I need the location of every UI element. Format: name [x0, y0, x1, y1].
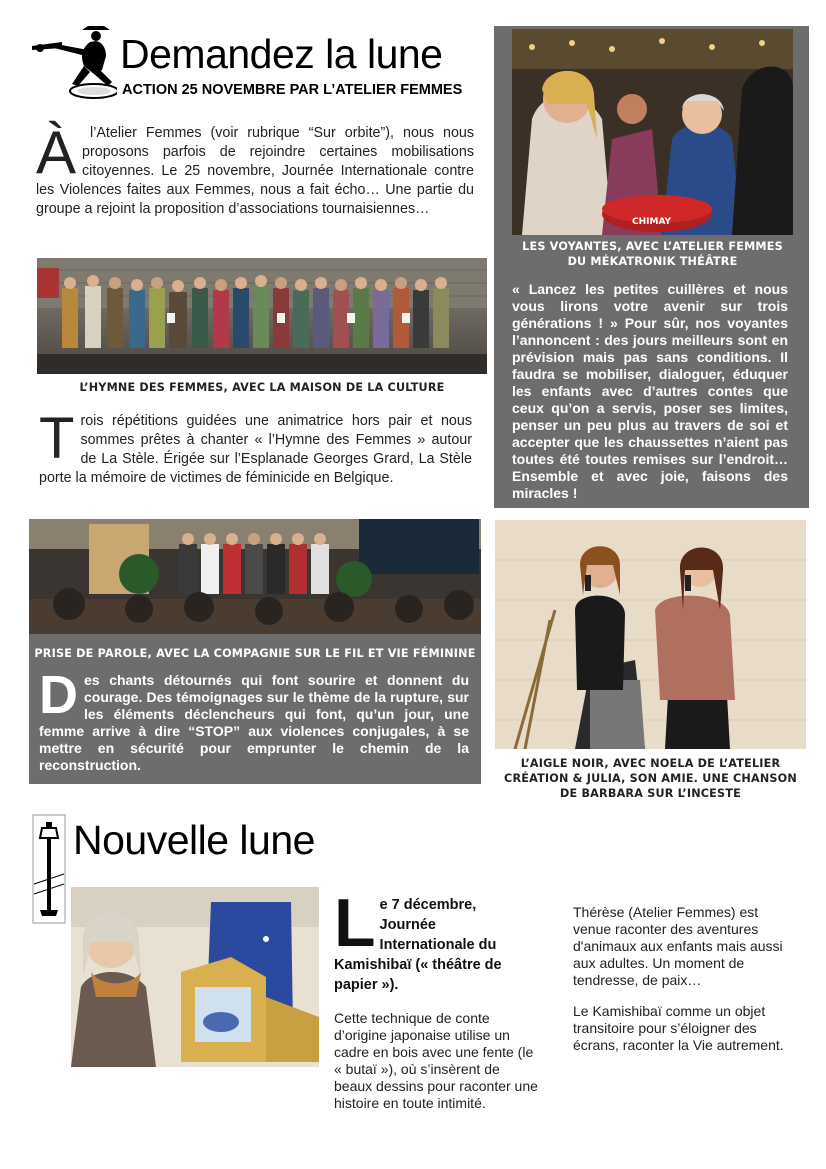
kamishibai-col1: Cette technique de conte d’origine japonaise utilise un cadre en bois avec une fente (le « butaï »), où s’insèrent de beaux dessins pour raconter une histoire en toute intimité.: [334, 1010, 538, 1111]
drop-cap: T: [39, 406, 75, 471]
voyantes-text: « Lancez les petites cuillères et nous vous lirons votre avenir sur trois générations ! » Pour sûr, nos voyantes l’annoncent : des jours meilleurs sont en prévision mais pas sans conditions. Il faudra se mobiliser, dialoguer, éduquer les enfants avec d’autres contes que ceux qu’on a servis, poser ses limites, penser un peu plus au travers de soi et accepter que les chaussettes n’aient pas toutes été toutes remises sur l’endroit… Ensemble et avec joie, faisons des miracles !: [512, 281, 788, 501]
voyantes-caption: LES VOYANTES, AVEC L’ATELIER FEMMES DU MÉKATRONIK THÉÂTRE: [522, 240, 783, 268]
drop-cap: L: [334, 885, 376, 961]
prise-de-parole-box: [29, 634, 481, 784]
prise-de-parole-caption: PRISE DE PAROLE, AVEC LA COMPAGNIE SUR LE FIL ET VIE FÉMININE: [34, 647, 476, 660]
intro-paragraph: [36, 119, 474, 219]
photo-kamishibai: [71, 887, 319, 1067]
kamishibai-col2-p1: Thérèse (Atelier Femmes) est venue raconter des aventures d'animaux aux enfants mais aussi aux adultes. Un moment de tendresse, de paix…: [573, 904, 783, 988]
photo-caption: L’HYMNE DES FEMMES, AVEC LA MAISON DE LA CULTURE: [79, 381, 445, 394]
kamishibai-col2-p2: Le Kamishibaï comme un objet transitoire pour s’éloigner des écrans, raconter la Vie autrement.: [573, 1003, 784, 1053]
paragraph-repetitions: [39, 406, 472, 488]
kamishibai-lead: [334, 885, 534, 995]
section-subtitle: ACTION 25 NOVEMBRE PAR L’ATELIER FEMMES: [122, 82, 463, 98]
moon-rider-icon: [32, 26, 117, 102]
drop-cap: D: [39, 665, 78, 725]
drop-cap: À: [36, 119, 77, 186]
paragraph-text: es chants détournés qui font sourire et donnent du courage. Des témoignages sur le thème de la rupture, sur les éléments déclencheurs qui font, qu’un jour, une femme arrive à dire “STOP” aux violences conjugales, à se mettre en sécurité pour emprunter le chemin de la reconstruction.: [39, 672, 469, 773]
paragraph-text: rois répétitions guidées une animatrice hors pair et nous sommes prêtes à chanter « l’Hymne des Femmes » autour de La Stèle. Érigée sur l’Esplanade Georges Grard, La Stèle porte la mémoire de victimes de féminicide en Belgique.: [39, 413, 472, 486]
intro-text: l’Atelier Femmes (voir rubrique “Sur orbite”), nous nous proposons parfois de rejoindre certaines mobilisations citoyennes. Le 25 novembre, Journée Internationale contre les Violences faites aux Femmes, nous a fait écho… Une partie du groupe a rejoint la proposition d’associations tournaisiennes…: [36, 125, 474, 217]
lead-text: e 7 décembre, Journée Internationale du Kamishibaï (« théâtre de papier »).: [334, 897, 502, 993]
photo-hymne-des-femmes: [37, 258, 487, 374]
prise-de-parole-text: [39, 665, 469, 774]
section-title: Demandez la lune: [120, 31, 443, 77]
photo-aigle-noir: [495, 520, 806, 749]
section-title: Nouvelle lune: [73, 817, 315, 863]
photo-voyantes: [512, 29, 793, 235]
street-lamp-icon: [32, 814, 66, 924]
bowl-label: CHIMAY: [632, 217, 672, 227]
voyantes-box: [494, 26, 809, 508]
aigle-noir-caption: L’AIGLE NOIR, AVEC NOELA DE L’ATELIER CRÉATION & JULIA, SON AMIE. UNE CHANSON DE BARBARA SUR L’INCESTE: [504, 757, 797, 800]
photo-prise-de-parole: [29, 519, 481, 634]
